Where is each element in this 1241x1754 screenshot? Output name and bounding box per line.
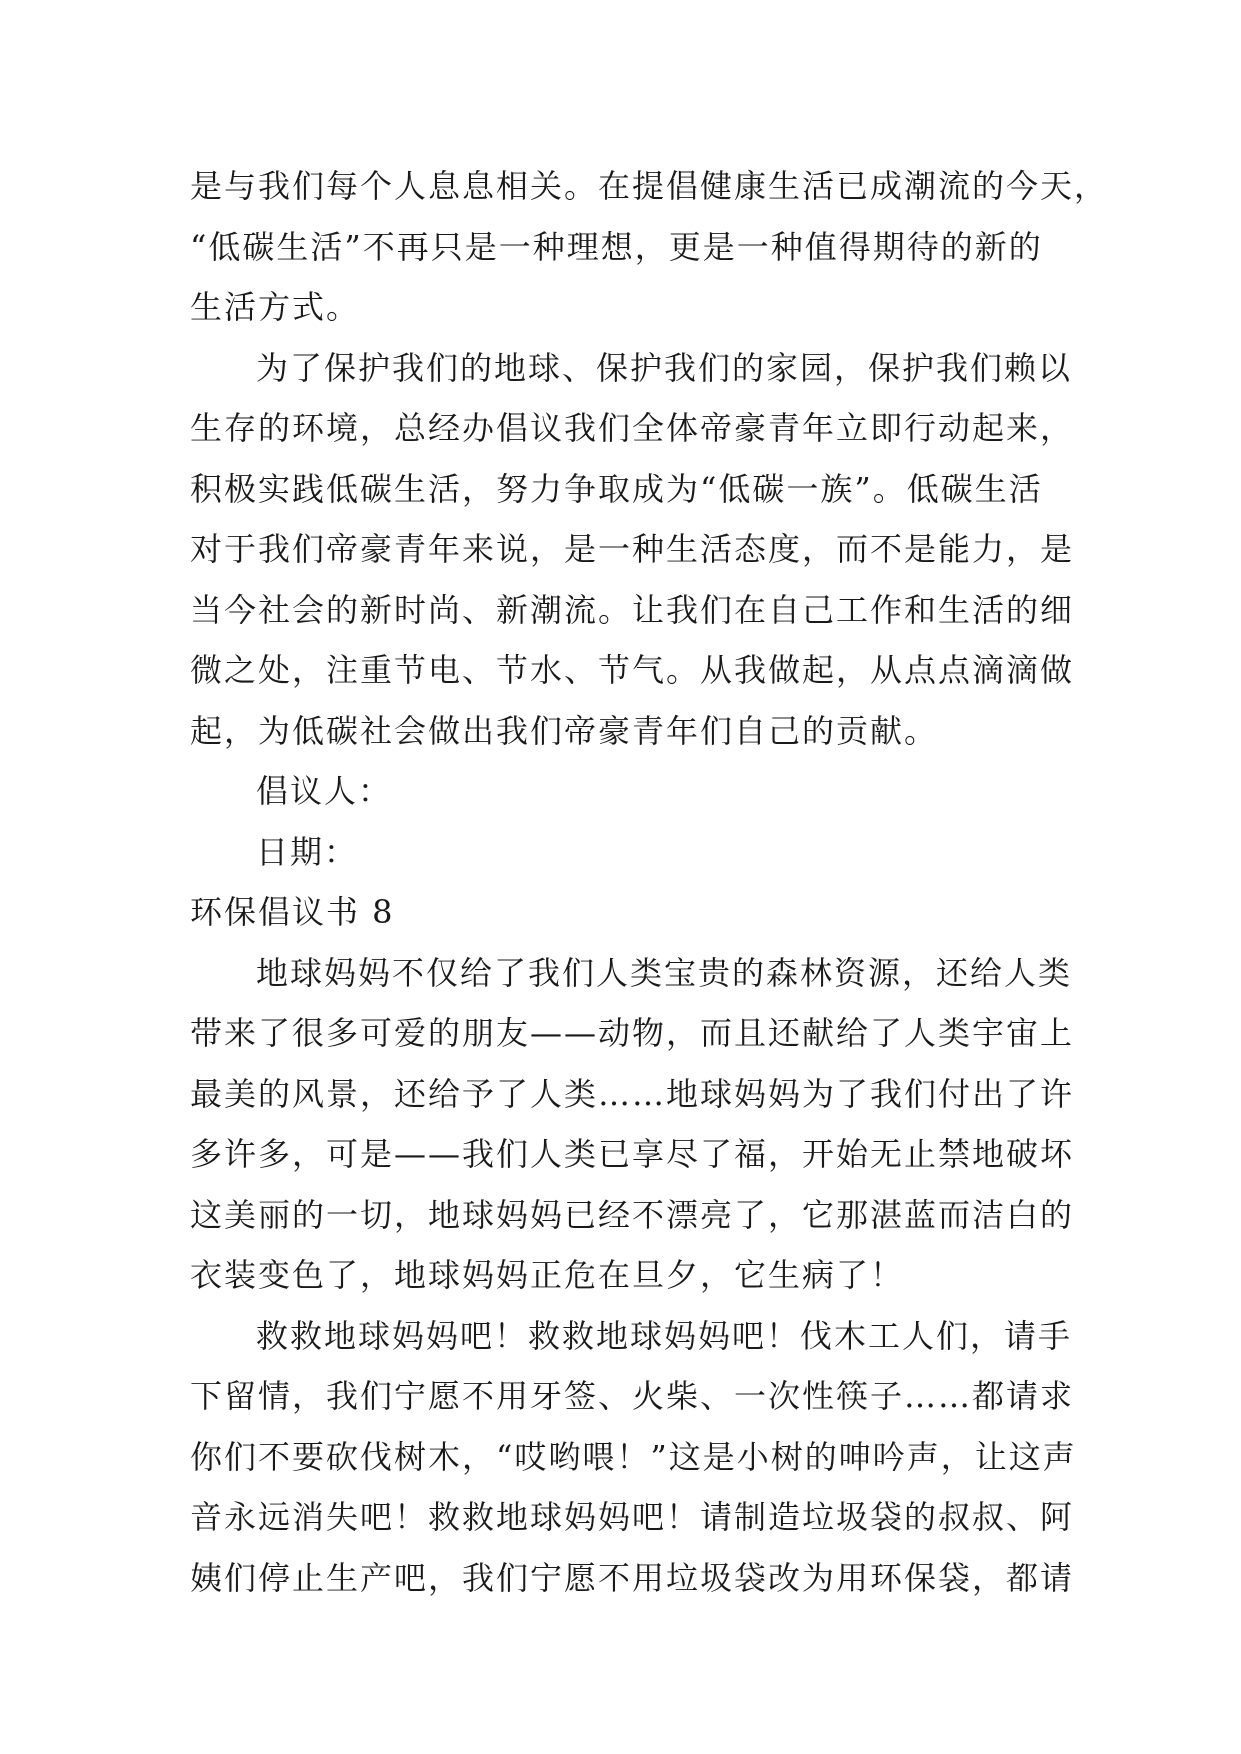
text-line: 多许多，可是——我们人类已享尽了福，开始无止禁地破坏	[190, 1135, 1075, 1173]
text-line: 当今社会的新时尚、新潮流。让我们在自己工作和生活的细	[190, 590, 1075, 629]
text-line: 日期：	[256, 832, 359, 871]
text-line: 衣装变色了，地球妈妈正危在旦夕，它生病了！	[190, 1256, 905, 1294]
text-line: 生存的环境，总经办倡议我们全体帝豪青年立即行动起来，	[190, 409, 1075, 447]
text-line: 这美丽的一切，地球妈妈已经不漂亮了，它那湛蓝而洁白的	[190, 1195, 1075, 1234]
text-line: 下留情，我们宁愿不用牙签、火柴、一次性筷子……都请求	[190, 1377, 1075, 1415]
text-line: 环保倡议书 8	[190, 893, 395, 931]
text-line: 生活方式。	[190, 288, 361, 326]
text-line: 最美的风景，还给予了人类……地球妈妈为了我们付出了许	[190, 1074, 1075, 1113]
document-body	[190, 156, 1109, 1608]
text-line: 带来了很多可爱的朋友——动物，而且还献给了人类宇宙上	[190, 1014, 1075, 1052]
text-line: 是与我们每个人息息相关。在提倡健康生活已成潮流的今天，	[190, 167, 1109, 205]
text-line: 地球妈妈不仅给了我们人类宝贵的森林资源，还给人类	[256, 953, 1073, 992]
text-line: “低碳生活”不再只是一种理想，更是一种值得期待的新的	[190, 227, 1043, 266]
text-line: 救救地球妈妈吧！救救地球妈妈吧！伐木工人们，请手	[256, 1316, 1073, 1355]
text-line: 起，为低碳社会做出我们帝豪青年们自己的贡献。	[190, 711, 939, 750]
text-line: 你们不要砍伐树木，“哎哟喂！”这是小树的呻吟声，让这声	[190, 1437, 1077, 1476]
text-line: 倡议人：	[256, 772, 393, 810]
text-line: 对于我们帝豪青年来说，是一种生活态度，而不是能力，是	[190, 530, 1075, 568]
text-line: 微之处，注重节电、节水、节气。从我做起，从点点滴滴做	[190, 651, 1075, 689]
text-line: 为了保护我们的地球、保护我们的家园，保护我们赖以	[256, 348, 1073, 387]
text-line: 姨们停止生产吧，我们宁愿不用垃圾袋改为用环保袋，都请	[190, 1558, 1075, 1597]
text-line: 音永远消失吧！救救地球妈妈吧！请制造垃圾袋的叔叔、阿	[190, 1498, 1075, 1536]
text-line: 积极实践低碳生活，努力争取成为“低碳一族”。低碳生活	[190, 469, 1043, 508]
